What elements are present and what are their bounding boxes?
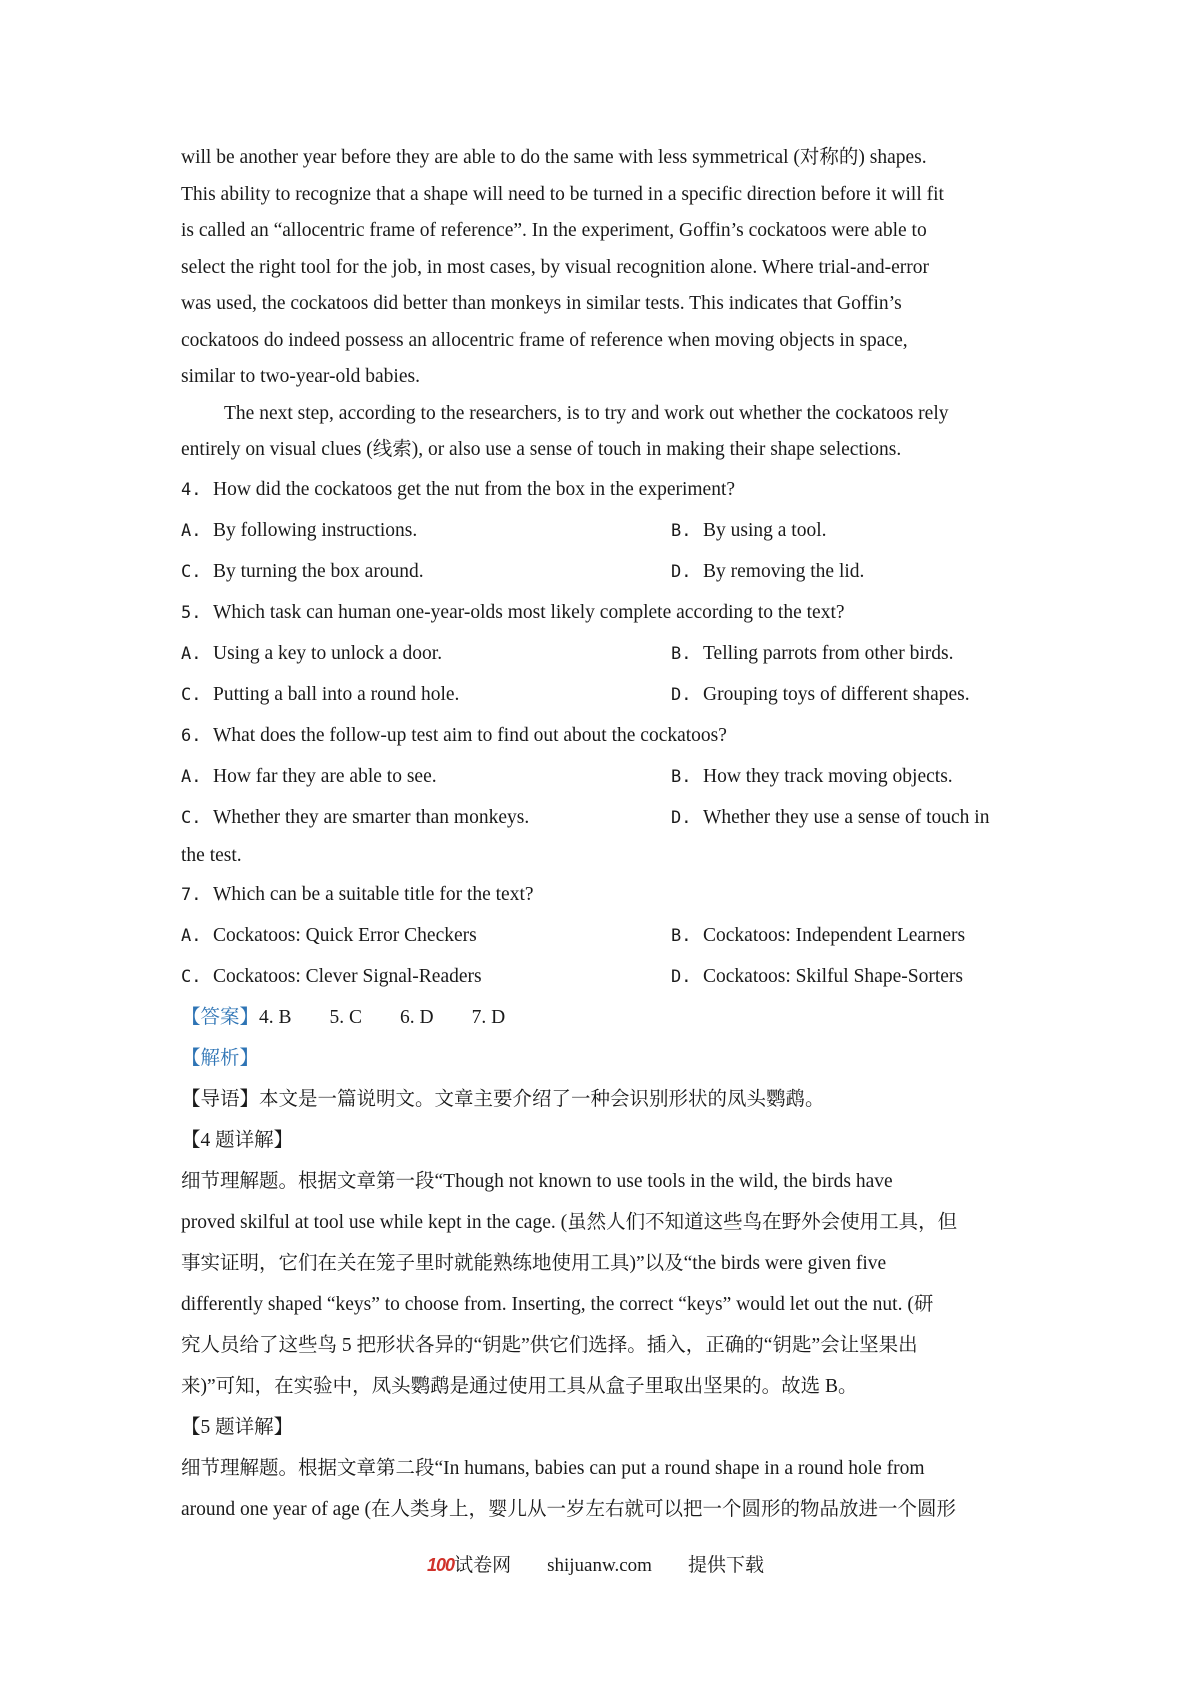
passage-line: The next step, according to the researchers, is to try and work out whether the cockatoos rely — [224, 402, 949, 424]
option-c — [181, 551, 424, 593]
site-logo: 100 — [427, 1555, 455, 1575]
passage-line: is called an “allocentric frame of reference”. In the experiment, Goffin’s cockatoos were able to — [181, 220, 927, 241]
site-name: 试卷网 — [454, 1555, 512, 1576]
question-number: 6. — [181, 725, 202, 746]
detail-4-heading: 【4 题详解】 — [181, 1129, 294, 1151]
passage — [181, 140, 1021, 469]
option-a — [181, 756, 437, 798]
option-text: How far they are able to see. — [213, 765, 437, 787]
detail-5-body — [181, 1448, 1021, 1530]
detail-line: 细节理解题。根据文章第二段“In humans, babies can put a round shape in a round hole from — [181, 1457, 925, 1479]
option-row — [181, 674, 1021, 715]
passage-line: will be another year before they are able to do the same with less symmetrical (对称的) shapes. — [181, 147, 927, 168]
passage-line: similar to two-year-old babies. — [181, 366, 420, 387]
option-d — [671, 674, 970, 716]
option-text: Grouping toys of different shapes. — [703, 683, 970, 705]
option-letter: A. — [181, 520, 202, 541]
option-text: Cockatoos: Independent Learners — [703, 924, 966, 946]
question-text: How did the cockatoos get the nut from the box in the experiment? — [213, 478, 736, 500]
option-b — [671, 915, 965, 957]
question-number: 4. — [181, 479, 202, 500]
option-d — [671, 956, 963, 998]
question-text: Which can be a suitable title for the text? — [213, 883, 534, 905]
option-letter: C. — [181, 684, 202, 705]
option-letter: B. — [671, 520, 692, 541]
option-text: By following instructions. — [213, 519, 418, 541]
question-6 — [181, 715, 1021, 874]
option-text: Whether they are smarter than monkeys. — [213, 806, 530, 828]
question-stem — [181, 592, 1021, 633]
option-letter: A. — [181, 766, 202, 787]
answer-item: 5. C — [329, 1006, 363, 1028]
option-text: Using a key to unlock a door. — [213, 642, 443, 664]
option-text: How they track moving objects. — [703, 765, 953, 787]
detail-line: 来)”可知，在实验中，凤头鹦鹉是通过使用工具从盒子里取出坚果的。故选 B。 — [181, 1375, 858, 1397]
passage-line: select the right tool for the job, in most cases, by visual recognition alone. Where trial-and-error — [181, 256, 929, 278]
passage-line: cockatoos do indeed possess an allocentric frame of reference when moving objects in space, — [181, 329, 908, 351]
detail-line: 究人员给了这些鸟 5 把形状各异的“钥匙”供它们选择。插入，正确的“钥匙”会让坚果出 — [181, 1334, 918, 1356]
option-letter: A. — [181, 643, 202, 664]
option-row — [181, 510, 1021, 551]
option-b — [671, 756, 953, 798]
site-domain: shijuanw.com — [547, 1555, 652, 1576]
page-footer — [0, 1550, 1191, 1577]
guide-text: 【导语】本文是一篇说明文。文章主要介绍了一种会识别形状的凤头鹦鹉。 — [181, 1088, 825, 1110]
option-d — [671, 797, 989, 839]
detail-line: 细节理解题。根据文章第一段“Though not known to use tools in the wild, the birds have — [181, 1170, 893, 1192]
document-page — [181, 140, 1021, 1530]
detail-line: 事实证明，它们在关在笼子里时就能熟练地使用工具)”以及“the birds were given five — [181, 1252, 887, 1274]
option-letter: D. — [671, 561, 692, 582]
answer-item: 6. D — [400, 1006, 434, 1028]
option-row — [181, 551, 1021, 592]
option-a — [181, 915, 477, 957]
passage-line: This ability to recognize that a shape will need to be turned in a specific direction before it will fit — [181, 183, 944, 205]
passage-line: was used, the cockatoos did better than monkeys in similar tests. This indicates that Goffin’s — [181, 293, 902, 314]
option-text: Cockatoos: Quick Error Checkers — [213, 924, 477, 946]
question-number: 5. — [181, 602, 202, 623]
option-row — [181, 797, 1021, 838]
question-stem — [181, 469, 1021, 510]
option-a — [181, 633, 442, 675]
option-text: By turning the box around. — [213, 560, 424, 582]
option-text: By removing the lid. — [703, 560, 865, 582]
option-text: Cockatoos: Skilful Shape-Sorters — [703, 965, 963, 987]
option-letter: D. — [671, 966, 692, 987]
detail-4-body — [181, 1161, 1021, 1407]
option-c — [181, 797, 529, 839]
question-stem — [181, 715, 1021, 756]
option-letter: C. — [181, 966, 202, 987]
option-text: Telling parrots from other birds. — [703, 642, 954, 664]
question-4 — [181, 469, 1021, 592]
option-text: Putting a ball into a round hole. — [213, 683, 460, 705]
answer-row — [181, 997, 1021, 1038]
option-a — [181, 510, 417, 552]
option-row — [181, 756, 1021, 797]
option-c — [181, 956, 482, 998]
option-letter: B. — [671, 643, 692, 664]
option-text: Cockatoos: Clever Signal-Readers — [213, 965, 482, 987]
detail-line: around one year of age (在人类身上，婴儿从一岁左右就可以把一个圆形的物品放进一个圆形 — [181, 1498, 957, 1520]
option-letter: D. — [671, 807, 692, 828]
question-number: 7. — [181, 884, 202, 905]
option-letter: A. — [181, 925, 202, 946]
question-5 — [181, 592, 1021, 715]
question-text: What does the follow-up test aim to find out about the cockatoos? — [213, 724, 727, 746]
question-7 — [181, 874, 1021, 997]
option-letter: C. — [181, 807, 202, 828]
option-text: By using a tool. — [703, 519, 827, 541]
option-b — [671, 510, 827, 552]
option-wrap-text: the test. — [181, 844, 242, 866]
option-c — [181, 674, 459, 716]
detail-5-heading: 【5 题详解】 — [181, 1416, 294, 1438]
option-letter: C. — [181, 561, 202, 582]
option-d — [671, 551, 864, 593]
provide-download-text: 提供下载 — [687, 1555, 764, 1576]
detail-line: differently shaped “keys” to choose from. Inserting, the correct “keys” would let out the nut. (研 — [181, 1293, 934, 1315]
question-stem — [181, 874, 1021, 915]
answer-item: 7. D — [471, 1006, 506, 1028]
answer-label: 【答案】 — [181, 1006, 260, 1028]
passage-line: entirely on visual clues (线索), or also use a sense of touch in making their shape selections. — [181, 439, 902, 460]
question-text: Which task can human one-year-olds most likely complete according to the text? — [213, 601, 845, 623]
answer-item: 4. B — [259, 1006, 292, 1028]
option-letter: D. — [671, 684, 692, 705]
option-letter: B. — [671, 925, 692, 946]
option-text: Whether they use a sense of touch in — [703, 806, 990, 828]
option-row — [181, 915, 1021, 956]
detail-line: proved skilful at tool use while kept in the cage. (虽然人们不知道这些鸟在野外会使用工具，但 — [181, 1211, 958, 1233]
option-b — [671, 633, 953, 675]
analysis-label: 【解析】 — [181, 1047, 260, 1069]
option-row — [181, 956, 1021, 997]
option-letter: B. — [671, 766, 692, 787]
option-row — [181, 633, 1021, 674]
